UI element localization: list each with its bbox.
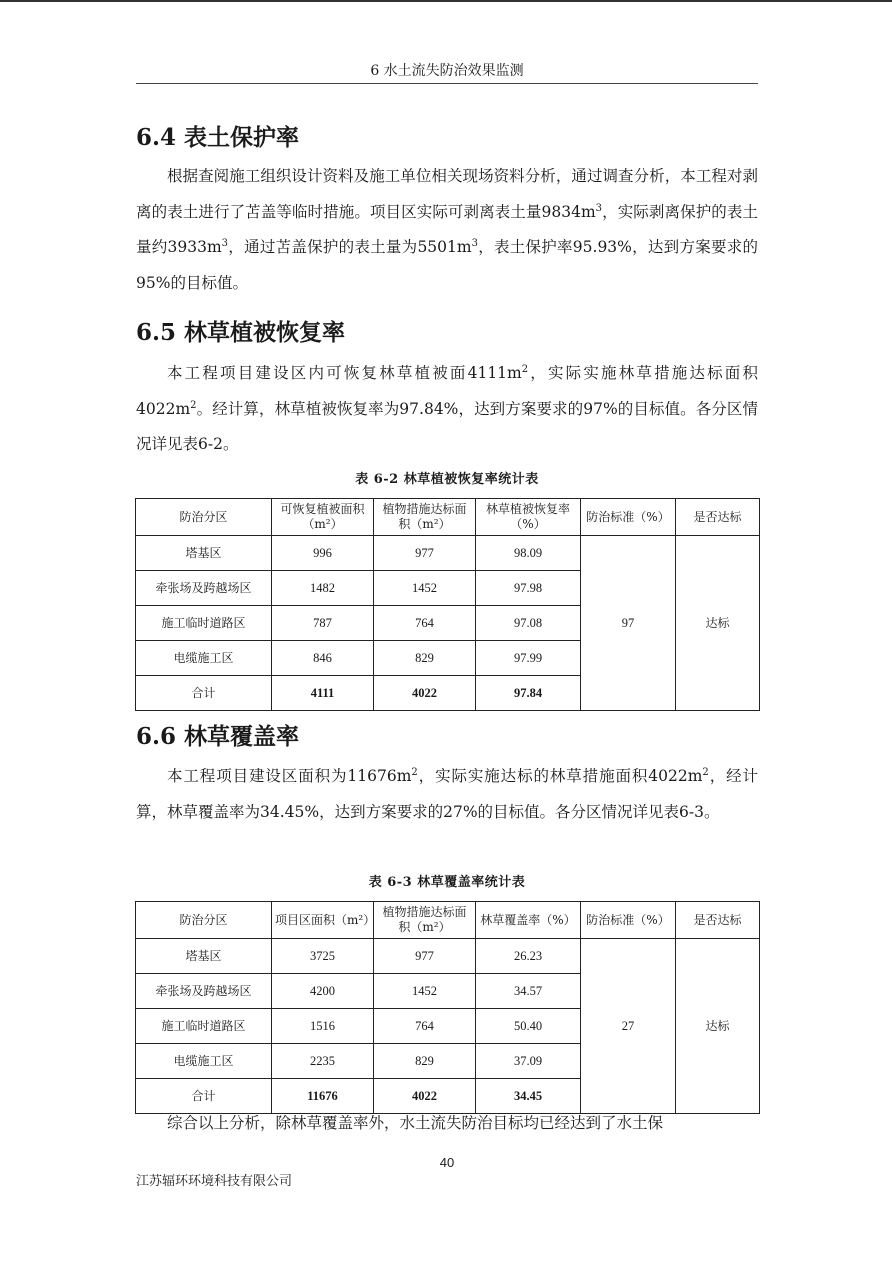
value-cell: 1482 (272, 571, 374, 606)
value-cell: 97.99 (476, 641, 581, 676)
zone-cell: 塔基区 (136, 939, 272, 974)
zone-cell: 合计 (136, 676, 272, 711)
header-cell: 植物措施达标面积（m²） (374, 499, 476, 536)
table-6-3-caption: 表 6-3 林草覆盖率统计表 (368, 875, 526, 890)
table-6-3 (135, 901, 760, 1114)
page-number: 40 (439, 1155, 455, 1170)
section-heading-6-4: 6.4 表土保护率 (136, 124, 300, 151)
value-cell: 50.40 (476, 1009, 581, 1044)
value-cell: 764 (374, 1009, 476, 1044)
total-cell: 34.45 (476, 1079, 581, 1114)
value-cell: 1452 (374, 974, 476, 1009)
value-cell: 977 (374, 939, 476, 974)
total-cell: 4022 (374, 676, 476, 711)
header-cell: 项目区面积（m²） (272, 902, 374, 939)
table-header-row (136, 902, 760, 939)
value-cell: 4200 (272, 974, 374, 1009)
value-cell: 97.08 (476, 606, 581, 641)
zone-cell: 电缆施工区 (136, 641, 272, 676)
total-cell: 97.84 (476, 676, 581, 711)
table-row (136, 939, 760, 974)
footer-organization: 江苏辐环环境科技有限公司 (136, 1174, 293, 1189)
value-cell: 846 (272, 641, 374, 676)
header-cell: 防治标准（%） (581, 499, 676, 536)
section-paragraph-6-5: 本工程项目建设区内可恢复林草植被面$4111m^2$，实际实施林草措施达标面积$4022m^2$。经计算，林草植被恢复率为97.84%，达到方案要求的97%的目标值。各分区情况详见表6-2。 (136, 363, 758, 454)
zone-cell: 电缆施工区 (136, 1044, 272, 1079)
header-rule (136, 83, 758, 84)
zone-cell: 牵张场及跨越场区 (136, 974, 272, 1009)
value-cell: 996 (272, 536, 374, 571)
value-cell: 829 (374, 1044, 476, 1079)
value-cell: 97.98 (476, 571, 581, 606)
table-6-2 (135, 498, 760, 711)
header-cell: 防治标准（%） (581, 902, 676, 939)
header-cell: 防治分区 (136, 902, 272, 939)
header-cell: 是否达标 (676, 499, 760, 536)
value-cell: 98.09 (476, 536, 581, 571)
value-cell: 1452 (374, 571, 476, 606)
value-cell: 3725 (272, 939, 374, 974)
header-cell: 林草植被恢复率（%） (476, 499, 581, 536)
header-cell: 植物措施达标面积（m²） (374, 902, 476, 939)
standard-cell: 27 (581, 939, 676, 1114)
header-cell: 可恢复植被面积（m²） (272, 499, 374, 536)
zone-cell: 塔基区 (136, 536, 272, 571)
section-paragraph-6-4: 根据查阅施工组织设计资料及施工单位相关现场资料分析，通过调查分析，本工程对剥离的表土进行了苫盖等临时措施。项目区实际可剥离表土量$9834m^3$，实际剥离保护的表土量约$3933m^3$，通过苫盖保护的表土量为$5501m^3$，表土保护率95.93%，达到方案要求的95%的目标值。 (136, 167, 758, 292)
value-cell: 787 (272, 606, 374, 641)
status-cell: 达标 (676, 939, 760, 1114)
zone-cell: 牵张场及跨越场区 (136, 571, 272, 606)
value-cell: 1516 (272, 1009, 374, 1044)
value-cell: 2235 (272, 1044, 374, 1079)
table-header-row (136, 499, 760, 536)
running-header: 6 水土流失防治效果监测 (370, 63, 524, 79)
table-6-2-caption: 表 6-2 林草植被恢复率统计表 (355, 472, 539, 487)
header-cell: 防治分区 (136, 499, 272, 536)
total-cell: 4022 (374, 1079, 476, 1114)
header-cell: 林草覆盖率（%） (476, 902, 581, 939)
zone-cell: 施工临时道路区 (136, 606, 272, 641)
value-cell: 37.09 (476, 1044, 581, 1079)
value-cell: 829 (374, 641, 476, 676)
section-heading-6-5: 6.5 林草植被恢复率 (136, 319, 346, 346)
value-cell: 977 (374, 536, 476, 571)
top-border (0, 0, 892, 2)
table-row (136, 536, 760, 571)
header-cell: 是否达标 (676, 902, 760, 939)
closing-paragraph: 综合以上分析，除林草覆盖率外，水土流失防治目标均已经达到了水土保 (167, 1114, 664, 1132)
zone-cell: 合计 (136, 1079, 272, 1114)
total-cell: 4111 (272, 676, 374, 711)
total-cell: 11676 (272, 1079, 374, 1114)
value-cell: 764 (374, 606, 476, 641)
value-cell: 34.57 (476, 974, 581, 1009)
section-paragraph-6-6: 本工程项目建设区面积为$11676m^2$，实际实施达标的林草措施面积$4022m^2$，经计算，林草覆盖率为34.45%，达到方案要求的27%的目标值。各分区情况详见表6-3。 (136, 766, 758, 821)
section-heading-6-6: 6.6 林草覆盖率 (136, 723, 300, 750)
status-cell: 达标 (676, 536, 760, 711)
zone-cell: 施工临时道路区 (136, 1009, 272, 1044)
value-cell: 26.23 (476, 939, 581, 974)
standard-cell: 97 (581, 536, 676, 711)
